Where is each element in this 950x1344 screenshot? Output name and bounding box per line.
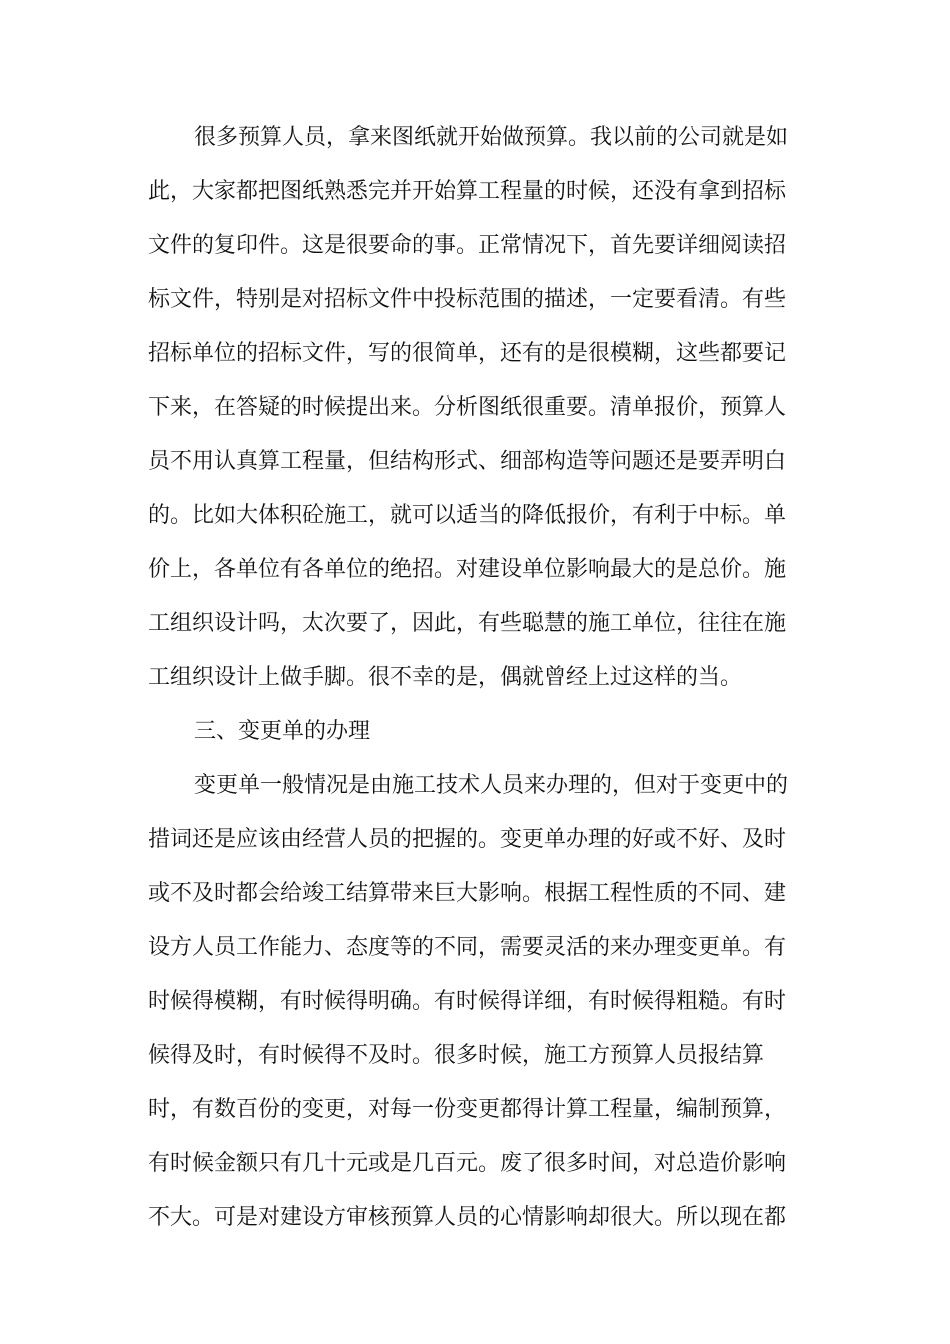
paragraph-1-line-8: 的。比如大体积砼施工，就可以适当的降低报价，有利于中标。单	[148, 503, 787, 528]
paragraph-1-line-3: 文件的复印件。这是很要命的事。正常情况下，首先要详细阅读招	[148, 233, 787, 258]
paragraph-1-line-6: 下来，在答疑的时候提出来。分析图纸很重要。清单报价，预算人	[148, 395, 787, 420]
paragraph-1-line-4: 标文件，特别是对招标文件中投标范围的描述，一定要看清。有些	[148, 287, 787, 312]
paragraph-2-line-8: 有时候金额只有几十元或是几百元。废了很多时间，对总造价影响	[148, 1151, 787, 1176]
paragraph-2-line-3: 或不及时都会给竣工结算带来巨大影响。根据工程性质的不同、建	[148, 881, 787, 906]
paragraph-2-line-9: 不大。可是对建设方审核预算人员的心情影响却很大。所以现在都	[148, 1205, 787, 1230]
paragraph-2-line-5: 时候得模糊，有时候得明确。有时候得详细，有时候得粗糙。有时	[148, 989, 787, 1014]
paragraph-2-line-2: 措词还是应该由经营人员的把握的。变更单办理的好或不好、及时	[148, 827, 787, 852]
section-heading: 三、变更单的办理	[194, 719, 371, 744]
paragraph-1-line-10: 工组织设计吗，太次要了，因此，有些聪慧的施工单位，往往在施	[148, 611, 787, 636]
paragraph-1-line-9: 价上，各单位有各单位的绝招。对建设单位影响最大的是总价。施	[148, 557, 787, 582]
paragraph-1-line-2: 此，大家都把图纸熟悉完并开始算工程量的时候，还没有拿到招标	[148, 179, 787, 204]
paragraph-1-line-5: 招标单位的招标文件，写的很简单，还有的是很模糊，这些都要记	[148, 341, 787, 366]
paragraph-2-line-4: 设方人员工作能力、态度等的不同，需要灵活的来办理变更单。有	[148, 935, 787, 960]
paragraph-2-line-7: 时，有数百份的变更，对每一份变更都得计算工程量，编制预算，	[148, 1097, 787, 1122]
paragraph-1-line-7: 员不用认真算工程量，但结构形式、细部构造等问题还是要弄明白	[148, 449, 787, 474]
paragraph-1-line-11: 工组织设计上做手脚。很不幸的是，偶就曾经上过这样的当。	[148, 665, 743, 690]
paragraph-2-line-1: 变更单一般情况是由施工技术人员来办理的，但对于变更中的	[194, 773, 789, 798]
paragraph-1-line-1: 很多预算人员，拿来图纸就开始做预算。我以前的公司就是如	[194, 125, 789, 150]
paragraph-2-line-6: 候得及时，有时候得不及时。很多时候，施工方预算人员报结算	[148, 1043, 765, 1068]
